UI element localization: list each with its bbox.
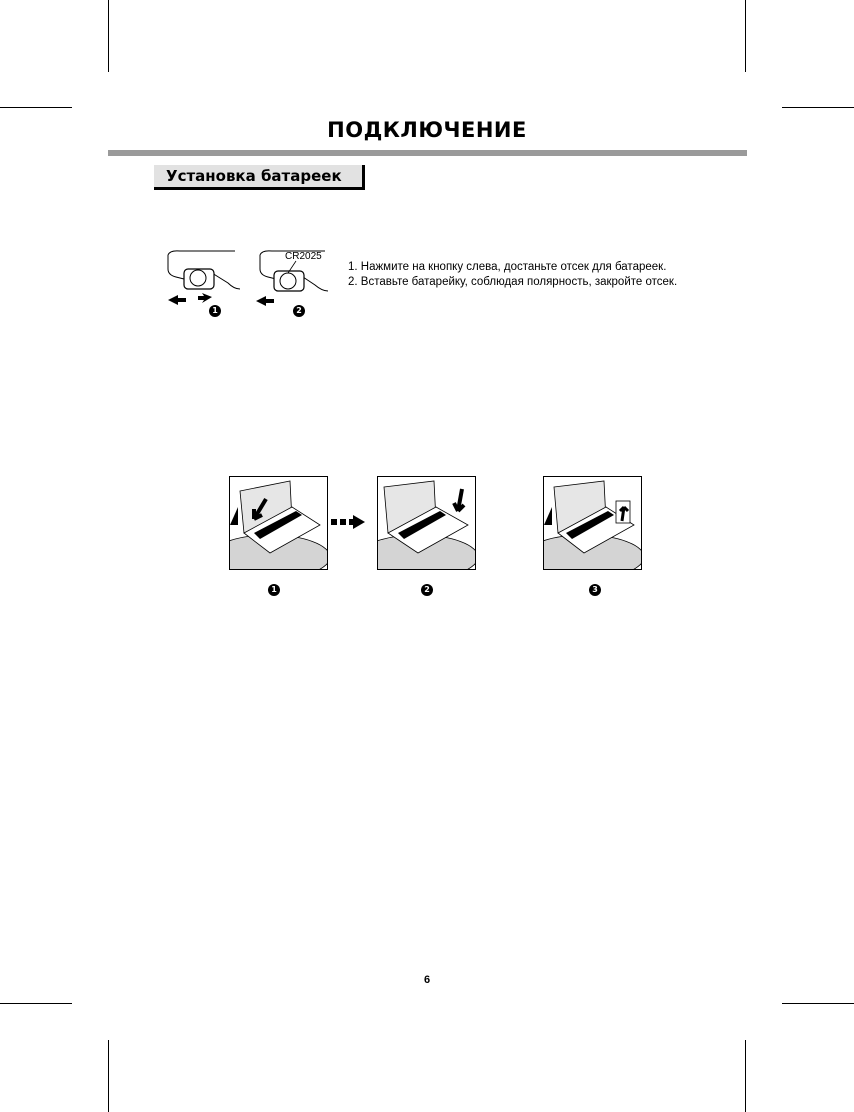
step-illustration-1 <box>229 476 328 570</box>
crop-mark <box>108 0 109 72</box>
battery-type-label: CR2025 <box>285 251 322 262</box>
instruction-item: 2. Вставьте батарейку, соблюдая полярность, закройте отсек. <box>348 276 678 288</box>
step-number-3: 3 <box>589 584 601 596</box>
title-divider <box>108 150 747 156</box>
section-heading: Установка батареек <box>154 165 365 190</box>
crop-mark <box>0 107 72 108</box>
step-number-1: 1 <box>268 584 280 596</box>
crop-mark <box>782 107 854 108</box>
instruction-list <box>348 260 677 290</box>
page-title: ПОДКЛЮЧЕНИЕ <box>327 118 527 142</box>
step-illustration-3 <box>543 476 642 570</box>
step-illustration-2 <box>377 476 476 570</box>
crop-mark <box>108 1040 109 1112</box>
instruction-item: 1. Нажмите на кнопку слева, достаньте отсек для батареек. <box>348 261 667 273</box>
callout-1: 1 <box>209 305 221 317</box>
next-step-arrow-icon <box>331 515 365 529</box>
page-number: 6 <box>423 974 431 986</box>
callout-2: 2 <box>293 305 305 317</box>
crop-mark <box>745 0 746 72</box>
crop-mark <box>782 1003 854 1004</box>
step-number-2: 2 <box>421 584 433 596</box>
crop-mark <box>745 1040 746 1112</box>
crop-mark <box>0 1003 72 1004</box>
